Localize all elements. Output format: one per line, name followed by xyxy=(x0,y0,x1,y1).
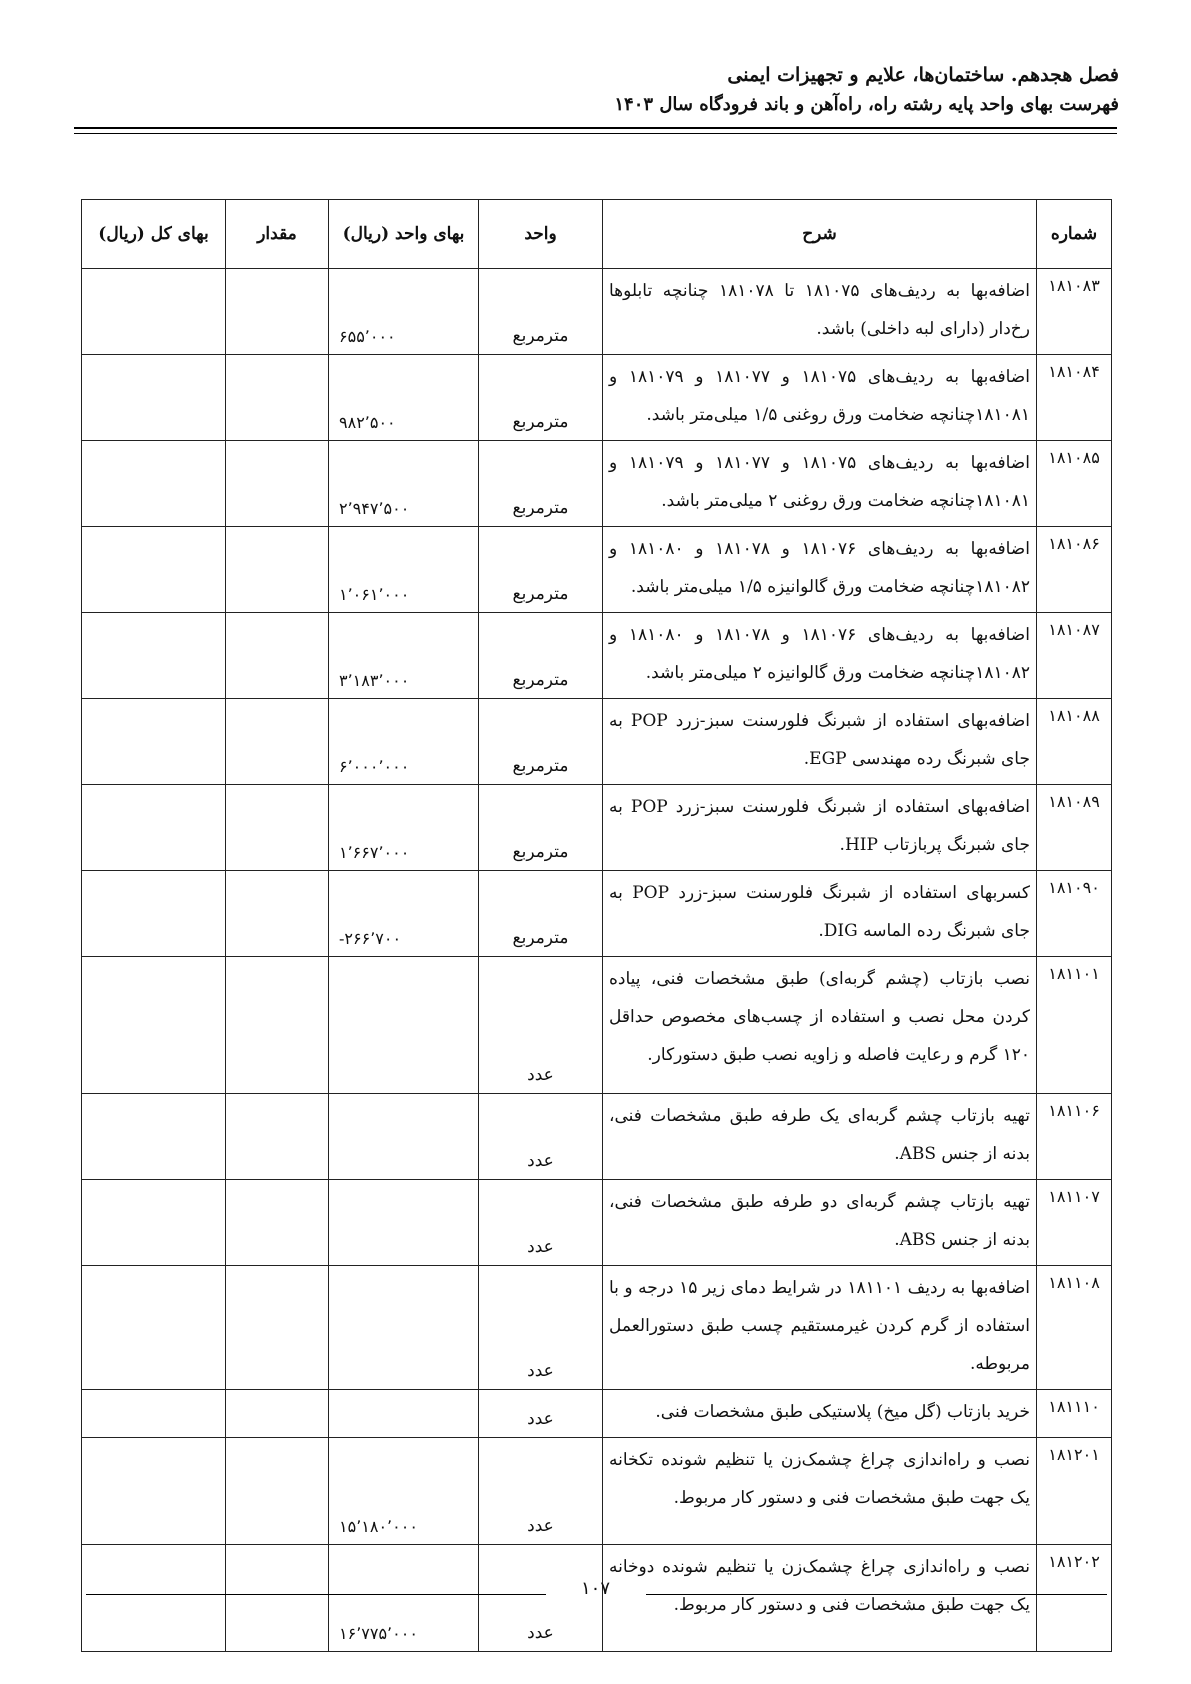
row-description: اضافه‌بها به ردیف‌های ۱۸۱۰۷۶ و ۱۸۱۰۷۸ و ۱۸۱۰۸۰ و ۱۸۱۰۸۲چنانچه ضخامت ورق گالوانیزه ۲ میلی‌متر باشد. xyxy=(603,613,1037,699)
row-description: اضافه‌بهای استفاده از شبرنگ فلورسنت سبز-زرد POP به جای شبرنگ پربازتاب HIP. xyxy=(603,785,1037,871)
row-quantity xyxy=(226,1180,329,1266)
row-unit: مترمربع xyxy=(479,355,603,441)
row-code: ۱۸۱۱۰۶ xyxy=(1037,1094,1112,1180)
row-code: ۱۸۱۰۸۸ xyxy=(1037,699,1112,785)
row-unit: عدد xyxy=(479,957,603,1094)
header-unit: واحد xyxy=(479,200,603,269)
row-total-price xyxy=(82,1180,226,1266)
row-code: ۱۸۱۱۱۰ xyxy=(1037,1390,1112,1438)
row-code: ۱۸۱۰۸۷ xyxy=(1037,613,1112,699)
row-total-price xyxy=(82,699,226,785)
header-code: شماره xyxy=(1037,200,1112,269)
footer-rule-right xyxy=(646,1594,1107,1595)
row-unit-price xyxy=(329,1266,479,1390)
row-total-price xyxy=(82,527,226,613)
row-unit-price: ۱۵٬۱۸۰٬۰۰۰ xyxy=(329,1438,479,1545)
row-unit: مترمربع xyxy=(479,871,603,957)
row-unit-price: ۹۸۲٬۵۰۰ xyxy=(329,355,479,441)
table-row xyxy=(82,355,1112,441)
row-quantity xyxy=(226,1438,329,1545)
row-description: اضافه‌بها به ردیف‌های ۱۸۱۰۷۶ و ۱۸۱۰۷۸ و ۱۸۱۰۸۰ و ۱۸۱۰۸۲چنانچه ضخامت ورق گالوانیزه ۱/۵ میلی‌متر باشد. xyxy=(603,527,1037,613)
row-unit: عدد xyxy=(479,1545,603,1652)
row-unit-price: ۱٬۰۶۱٬۰۰۰ xyxy=(329,527,479,613)
price-table xyxy=(81,199,1112,1652)
row-code: ۱۸۱۲۰۱ xyxy=(1037,1438,1112,1545)
row-code: ۱۸۱۰۹۰ xyxy=(1037,871,1112,957)
row-total-price xyxy=(82,1094,226,1180)
header-total-price: بهای کل (ریال) xyxy=(82,200,226,269)
row-quantity xyxy=(226,1094,329,1180)
table-row xyxy=(82,613,1112,699)
chapter-title: فصل هجدهم. ساختمان‌ها، علایم و تجهیزات ایمنی xyxy=(727,64,1119,86)
row-quantity xyxy=(226,871,329,957)
row-description: خرید بازتاب (گل میخ) پلاستیکی طبق مشخصات فنی. xyxy=(603,1390,1037,1438)
table-row xyxy=(82,269,1112,355)
row-quantity xyxy=(226,957,329,1094)
row-quantity xyxy=(226,1390,329,1438)
row-quantity xyxy=(226,527,329,613)
table-header-row xyxy=(82,200,1112,269)
row-quantity xyxy=(226,441,329,527)
document-subtitle: فهرست بهای واحد پایه رشته راه، راه‌آهن و باند فرودگاه سال ۱۴۰۳ xyxy=(614,94,1119,115)
row-description: نصب و راه‌اندازی چراغ چشمک‌زن یا تنظیم شونده دوخانه یک جهت طبق مشخصات فنی و دستور کار مربوط. xyxy=(603,1545,1037,1652)
row-unit: عدد xyxy=(479,1438,603,1545)
row-code: ۱۸۱۰۸۶ xyxy=(1037,527,1112,613)
row-unit-price: ۲٬۹۴۷٬۵۰۰ xyxy=(329,441,479,527)
table-row xyxy=(82,957,1112,1094)
row-description: کسربهای استفاده از شبرنگ فلورسنت سبز-زرد POP به جای شبرنگ رده الماسه DIG. xyxy=(603,871,1037,957)
table-row xyxy=(82,1266,1112,1390)
row-unit-price: -۲۶۶٬۷۰۰ xyxy=(329,871,479,957)
table-row xyxy=(82,1094,1112,1180)
row-total-price xyxy=(82,957,226,1094)
row-unit: مترمربع xyxy=(479,269,603,355)
table-row xyxy=(82,699,1112,785)
row-unit: مترمربع xyxy=(479,527,603,613)
row-unit-price: ۳٬۱۸۳٬۰۰۰ xyxy=(329,613,479,699)
row-quantity xyxy=(226,785,329,871)
row-description: تهیه بازتاب چشم گربه‌ای دو طرفه طبق مشخصات فنی، بدنه از جنس ABS. xyxy=(603,1180,1037,1266)
row-description: اضافه‌بها به ردیف‌های ۱۸۱۰۷۵ تا ۱۸۱۰۷۸ چنانچه تابلوها رخ‌دار (دارای لبه داخلی) باشد. xyxy=(603,269,1037,355)
row-unit-price xyxy=(329,1180,479,1266)
row-quantity xyxy=(226,269,329,355)
row-total-price xyxy=(82,355,226,441)
row-unit-price xyxy=(329,1094,479,1180)
row-unit: عدد xyxy=(479,1180,603,1266)
row-unit-price: ۱۶٬۷۷۵٬۰۰۰ xyxy=(329,1545,479,1652)
table-row xyxy=(82,785,1112,871)
row-unit: مترمربع xyxy=(479,785,603,871)
row-description: تهیه بازتاب چشم گربه‌ای یک طرفه طبق مشخصات فنی، بدنه از جنس ABS. xyxy=(603,1094,1037,1180)
header-rule-thin xyxy=(74,133,1117,134)
row-description: نصب بازتاب (چشم گربه‌ای) طبق مشخصات فنی، پیاده کردن محل نصب و استفاده از چسب‌های مخصوص حداقل ۱۲۰ گرم و رعایت فاصله و زاویه نصب طبق دستورکار. xyxy=(603,957,1037,1094)
row-unit-price: ۱٬۶۶۷٬۰۰۰ xyxy=(329,785,479,871)
row-unit: عدد xyxy=(479,1094,603,1180)
row-description: اضافه‌بهای استفاده از شبرنگ فلورسنت سبز-زرد POP به جای شبرنگ رده مهندسی EGP. xyxy=(603,699,1037,785)
row-total-price xyxy=(82,871,226,957)
row-total-price xyxy=(82,269,226,355)
page-number: ۱۰۷ xyxy=(580,1578,610,1599)
row-unit: عدد xyxy=(479,1266,603,1390)
row-quantity xyxy=(226,1266,329,1390)
row-unit-price xyxy=(329,1390,479,1438)
page-header xyxy=(72,60,1119,120)
table-row xyxy=(82,1438,1112,1545)
row-total-price xyxy=(82,441,226,527)
table-row xyxy=(82,871,1112,957)
table-row xyxy=(82,441,1112,527)
row-unit: عدد xyxy=(479,1390,603,1438)
row-unit: مترمربع xyxy=(479,613,603,699)
table-row xyxy=(82,527,1112,613)
row-description: نصب و راه‌اندازی چراغ چشمک‌زن یا تنظیم شونده تکخانه یک جهت طبق مشخصات فنی و دستور کار مربوط. xyxy=(603,1438,1037,1545)
row-unit-price xyxy=(329,957,479,1094)
row-total-price xyxy=(82,785,226,871)
row-quantity xyxy=(226,355,329,441)
header-unit-price: بهای واحد (ریال) xyxy=(329,200,479,269)
row-code: ۱۸۱۰۸۹ xyxy=(1037,785,1112,871)
row-quantity xyxy=(226,699,329,785)
header-quantity: مقدار xyxy=(226,200,329,269)
row-unit: مترمربع xyxy=(479,699,603,785)
row-code: ۱۸۱۱۰۷ xyxy=(1037,1180,1112,1266)
row-unit: مترمربع xyxy=(479,441,603,527)
row-unit-price: ۶۵۵٬۰۰۰ xyxy=(329,269,479,355)
header-rule-thick xyxy=(74,127,1117,129)
header-description: شرح xyxy=(603,200,1037,269)
row-code: ۱۸۱۲۰۲ xyxy=(1037,1545,1112,1652)
row-quantity xyxy=(226,613,329,699)
row-description: اضافه‌بها به ردیف‌های ۱۸۱۰۷۵ و ۱۸۱۰۷۷ و ۱۸۱۰۷۹ و ۱۸۱۰۸۱چنانچه ضخامت ورق روغنی ۲ میلی‌متر باشد. xyxy=(603,441,1037,527)
row-total-price xyxy=(82,1438,226,1545)
row-description: اضافه‌بها به ردیف ۱۸۱۱۰۱ در شرایط دمای زیر ۱۵ درجه و با استفاده از گرم کردن غیرمستقیم چسب طبق دستورالعمل مربوطه. xyxy=(603,1266,1037,1390)
row-code: ۱۸۱۰۸۵ xyxy=(1037,441,1112,527)
row-code: ۱۸۱۰۸۴ xyxy=(1037,355,1112,441)
row-total-price xyxy=(82,613,226,699)
row-total-price xyxy=(82,1390,226,1438)
table-row xyxy=(82,1180,1112,1266)
row-description: اضافه‌بها به ردیف‌های ۱۸۱۰۷۵ و ۱۸۱۰۷۷ و ۱۸۱۰۷۹ و ۱۸۱۰۸۱چنانچه ضخامت ورق روغنی ۱/۵ میلی‌متر باشد. xyxy=(603,355,1037,441)
row-unit-price: ۶٬۰۰۰٬۰۰۰ xyxy=(329,699,479,785)
row-code: ۱۸۱۰۸۳ xyxy=(1037,269,1112,355)
table-row xyxy=(82,1390,1112,1438)
row-total-price xyxy=(82,1266,226,1390)
row-code: ۱۸۱۱۰۸ xyxy=(1037,1266,1112,1390)
footer-rule-left xyxy=(86,1594,546,1595)
row-code: ۱۸۱۱۰۱ xyxy=(1037,957,1112,1094)
